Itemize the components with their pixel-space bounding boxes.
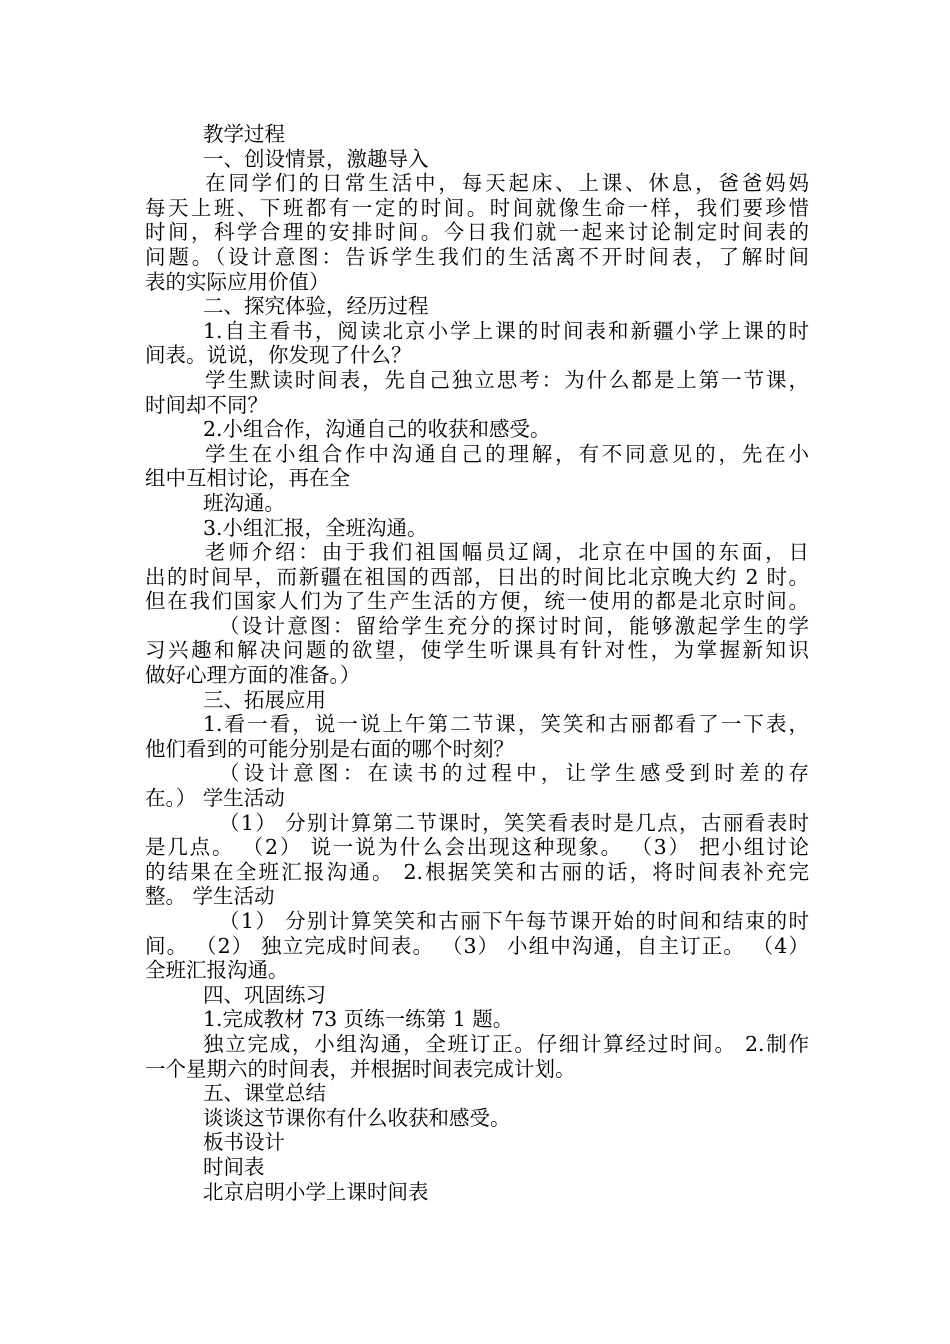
text-line: 问题。（设计意图：告诉学生我们的生活离不开时间表，了解时间 bbox=[145, 244, 809, 269]
text-line: 教学过程 bbox=[203, 122, 285, 146]
text-line: 学生在小组合作中沟通自己的理解，有不同意见的，先在小 bbox=[205, 441, 809, 466]
text-line: 表的实际应用价值） bbox=[145, 269, 330, 294]
text-line: 2.小组合作，沟通自己的收获和感受。 bbox=[203, 417, 551, 442]
text-line: 3.小组汇报，全班沟通。 bbox=[203, 515, 428, 540]
text-line: 老师介绍：由于我们祖国幅员辽阔，北京在中国的东面，日 bbox=[205, 540, 809, 565]
document-body bbox=[145, 122, 809, 1204]
text-line: 做好心理方面的准备。） bbox=[145, 663, 361, 688]
text-line: 时间表 bbox=[203, 1154, 265, 1179]
text-line: （1） 分别计算第二节课时，笑笑看表时是几点，古丽看表时 bbox=[219, 810, 809, 835]
text-line: 1.看一看，说一说上午第二节课，笑笑和古丽都看了一下表， bbox=[203, 712, 809, 737]
text-line: 是几点。 （2） 说一说为什么会出现这种现象。 （3） 把小组讨论 bbox=[145, 835, 809, 860]
text-line: 组中互相讨论，再在全 bbox=[145, 466, 350, 491]
text-line: 独立完成，小组沟通，全班订正。仔细计算经过时间。 2.制作 bbox=[203, 1031, 809, 1056]
text-line: 谈谈这节课你有什么收获和感受。 bbox=[203, 1105, 511, 1130]
text-line: 在同学们的日常生活中，每天起床、上课、休息，爸爸妈妈 bbox=[205, 171, 809, 196]
text-line: 班沟通。 bbox=[203, 490, 285, 515]
text-line: 北京启明小学上课时间表 bbox=[203, 1179, 429, 1204]
text-line: 的结果在全班汇报沟通。 2.根据笑笑和古丽的话，将时间表补充完 bbox=[145, 859, 809, 884]
text-line: 间表。说说，你发现了什么？ bbox=[145, 343, 412, 368]
text-line: 全班汇报沟通。 bbox=[145, 958, 289, 983]
text-line: 他们看到的可能分别是右面的哪个时刻？ bbox=[145, 736, 514, 761]
text-line: （设计意图：在读书的过程中，让学生感受到时差的存 bbox=[219, 761, 809, 786]
text-line: 学生默读时间表，先自己独立思考：为什么都是上第一节课， bbox=[205, 367, 809, 392]
text-line: 五、课堂总结 bbox=[203, 1081, 326, 1106]
text-line: 四、巩固练习 bbox=[203, 982, 326, 1007]
text-line: 间。 （2） 独立完成时间表。 （3） 小组中沟通，自主订正。 （4） bbox=[145, 933, 809, 958]
text-line: 每天上班、下班都有一定的时间。时间就像生命一样，我们要珍惜 bbox=[145, 195, 809, 220]
text-line: 时间却不同？ bbox=[145, 392, 268, 417]
text-line: （设计意图：留给学生充分的探讨时间，能够激起学生的学 bbox=[219, 613, 809, 638]
text-line: （1） 分别计算笑笑和古丽下午每节课开始的时间和结束的时 bbox=[219, 909, 809, 933]
text-line: 1.自主看书，阅读北京小学上课的时间表和新疆小学上课的时 bbox=[203, 318, 809, 343]
text-line: 三、拓展应用 bbox=[203, 687, 326, 712]
text-line: 1.完成教材 73 页练一练第 1 题。 bbox=[203, 1007, 514, 1032]
text-line: 习兴趣和解决问题的欲望，使学生听课具有针对性，为掌握新知识 bbox=[145, 638, 809, 663]
text-line: 整。 学生活动 bbox=[145, 884, 275, 909]
text-line: 一、创设情景，激趣导入 bbox=[203, 146, 429, 171]
text-line: 出的时间早，而新疆在祖国的西部，日出的时间比北京晚大约 2 时。 bbox=[145, 564, 809, 589]
text-line: 在。） 学生活动 bbox=[145, 786, 285, 811]
text-line: 时间，科学合理的安排时间。今日我们就一起来讨论制定时间表的 bbox=[145, 220, 809, 245]
text-line: 二、探究体验，经历过程 bbox=[203, 294, 429, 319]
text-line: 一个星期六的时间表，并根据时间表完成计划。 bbox=[145, 1056, 576, 1081]
text-line: 板书设计 bbox=[203, 1130, 285, 1155]
text-line: 但在我们国家人们为了生产生活的方便，统一使用的都是北京时间。 bbox=[145, 589, 809, 614]
